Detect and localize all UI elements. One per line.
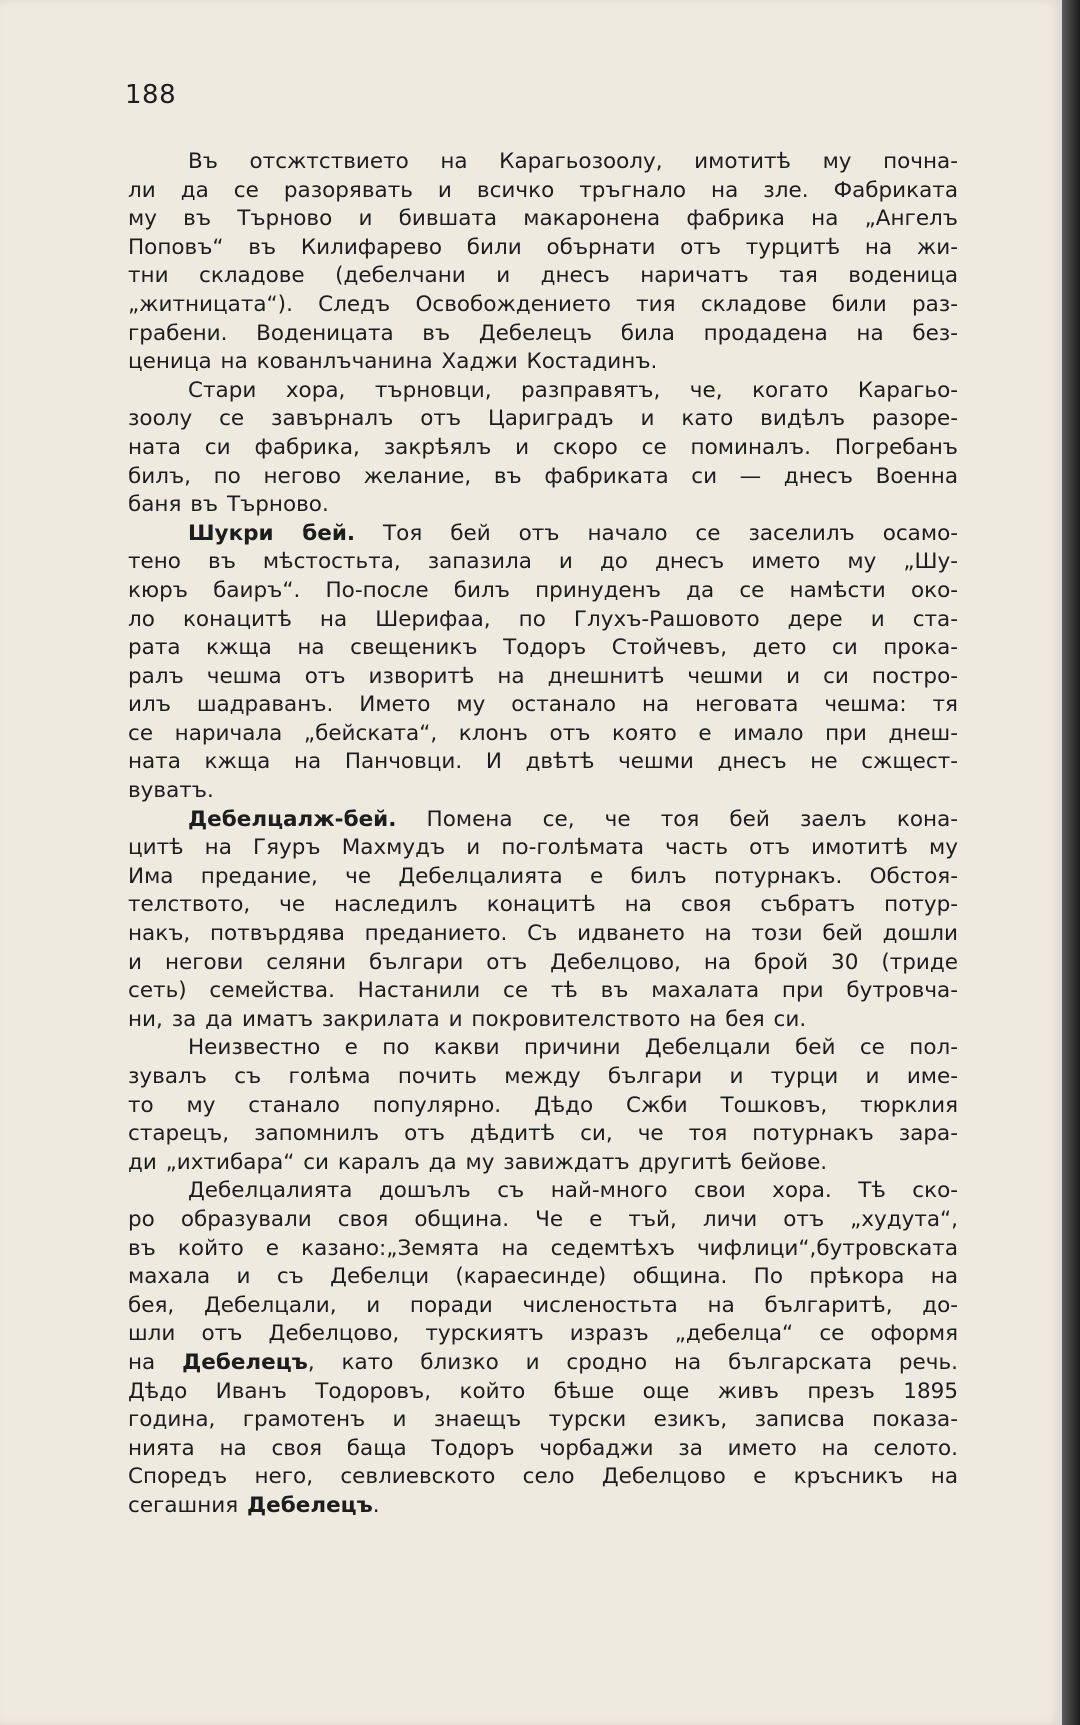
- text-line: Въ отсжтствието на Карагьозоолу, имотитѣ му почна-: [188, 149, 958, 174]
- text-line: тни складове (дебелчани и днесъ наричатъ тая воденица: [128, 263, 958, 289]
- text-line: Неизвестно е по какви причини Дебелцали бей се пол-: [188, 1035, 958, 1061]
- text-line: Стари хора, търновци, разправятъ, че, когато Карагьо-: [188, 377, 958, 403]
- text-line: Шукри бей. Тоя бей отъ начало се заселилъ осамо-: [188, 520, 958, 546]
- text-line: се наричала „бейската“, клонъ отъ която е имало при днеш-: [128, 720, 958, 746]
- text-line: баня въ Търново.: [128, 492, 329, 518]
- text-line: илъ шадраванъ. Името му останало на неговата чешма: тя: [128, 692, 958, 718]
- text-line: ралъ чешма отъ изворитѣ на днешнитѣ чешми и си постро-: [128, 663, 958, 689]
- page-number: 188: [125, 80, 177, 110]
- paragraph: [128, 806, 958, 1035]
- text-line: въ който е казано:„Земята на седемтѣхъ чифлици“,бутровската: [128, 1235, 958, 1261]
- paragraph: [128, 148, 958, 377]
- text-line: махала и съ Дебелци (караесинде) община. По прѣкора на: [128, 1264, 958, 1290]
- text-line: билъ, по негово желание, въ фабриката си — днесъ Военна: [128, 463, 958, 489]
- text-line: Дебелцалж-бей. Помена се, че тоя бей заелъ кона-: [188, 806, 958, 832]
- text-line: година, грамотенъ и знаещъ турски езикъ, записва показа-: [128, 1407, 958, 1433]
- text-line: ди „ихтибара“ си каралъ да му завиждатъ другитѣ бейове.: [128, 1149, 828, 1175]
- paragraph: [128, 520, 958, 806]
- text-line: Споредъ него, севлиевското село Дебелцово е кръсникъ на: [128, 1464, 958, 1490]
- text-line: кюръ баиръ“. По-после билъ принуденъ да се намѣсти око-: [128, 577, 958, 603]
- text-line: зувалъ съ голѣма почить между българи и турци и име-: [128, 1064, 958, 1089]
- text-line: телството, че наследилъ конацитѣ на своя събратъ потур-: [128, 892, 958, 918]
- text-line: ценица на кованлъчанина Хаджи Костадинъ.: [128, 349, 658, 375]
- text-line: бея, Дебелцали, и поради численостьта на българитѣ, до-: [128, 1292, 958, 1318]
- bold-lead: Дебелцалж-бей.: [188, 806, 397, 832]
- text-line: Дѣдо Иванъ Тодоровъ, който бѣше още живъ презъ 1895: [128, 1378, 958, 1404]
- text-line: ли да се разорявать и всичко тръгнало на зле. Фабриката: [128, 177, 958, 203]
- paragraph: [128, 1177, 958, 1520]
- text-line: ната си фабрика, закрѣялъ и скоро се поминалъ. Погребанъ: [128, 434, 958, 460]
- text-line: сеть) семейства. Настанили се тѣ въ махалата при бутровча-: [128, 978, 958, 1004]
- text-line: нията на своя баща Тодоръ чорбаджи за името на селото.: [128, 1435, 958, 1461]
- text-line: Дебелцалията дошълъ съ най-много свои хора. Тѣ ско-: [188, 1178, 958, 1204]
- paragraph: [128, 1034, 958, 1177]
- text-line: цитѣ на Гяуръ Махмудъ и по-голѣмата часть отъ имотитѣ му: [128, 835, 958, 861]
- text-line: „житницата“). Следъ Освобождението тия складове били раз-: [128, 291, 958, 317]
- bold-lead: Шукри бей.: [188, 520, 356, 546]
- paragraph: [128, 377, 958, 520]
- text-line: му въ Търново и бившата макаронена фабрика на „Ангелъ: [128, 206, 958, 232]
- text-line: сегашния Дебелецъ.: [128, 1492, 380, 1518]
- text-line: зоолу се завърналъ отъ Цариградъ и като видѣлъ разоре-: [128, 406, 958, 432]
- text-line: старецъ, запомнилъ отъ дѣдитѣ си, че тоя потурнакъ зара-: [128, 1121, 958, 1147]
- text-line: и негови селяни българи отъ Дебелцово, на брой 30 (триде: [128, 949, 958, 975]
- text-line: Има предание, че Дебелцалията е билъ потурнакъ. Обстоя-: [128, 863, 958, 889]
- text-line: ната кжща на Панчовци. И двѣтѣ чешми днесъ не сжщест-: [128, 749, 958, 775]
- text-line: вуватъ.: [128, 778, 214, 804]
- text-line: то му станало популярно. Дѣдо Сжби Тошковъ, тюрклия: [128, 1092, 958, 1118]
- text-line: рата кжща на свещеникъ Тодоръ Стойчевъ, дето си прока-: [128, 635, 958, 661]
- text-line: на Дебелецъ, като близко и сродно на българската речь.: [128, 1349, 958, 1375]
- text-line: шли отъ Дебелцово, турскиятъ изразъ „дебелца“ се оформя: [128, 1321, 958, 1347]
- text-line: ро образували своя община. Че е тъй, личи отъ „худута“,: [128, 1206, 958, 1232]
- page-edge: [1062, 0, 1080, 1725]
- text-line: тено въ мѣстостьта, запазила и до днесъ името му „Шу-: [128, 549, 958, 575]
- text-line: Поповъ“ въ Килифарево били обърнати отъ турцитѣ на жи-: [128, 234, 958, 260]
- bold-word: Дебелецъ: [247, 1492, 373, 1518]
- bold-word: Дебелецъ: [182, 1349, 308, 1375]
- text-line: накъ, потвърдява преданието. Съ идването на този бей дошли: [128, 921, 958, 947]
- text-line: ни, за да иматъ закрилата и покровителството на бея си.: [128, 1006, 807, 1032]
- body-text: [128, 148, 958, 1521]
- text-line: ло конацитѣ на Шерифаа, по Глухъ-Рашовото дере и ста-: [128, 606, 958, 632]
- text-line: грабени. Воденицата въ Дебелецъ била продадена на без-: [128, 320, 958, 346]
